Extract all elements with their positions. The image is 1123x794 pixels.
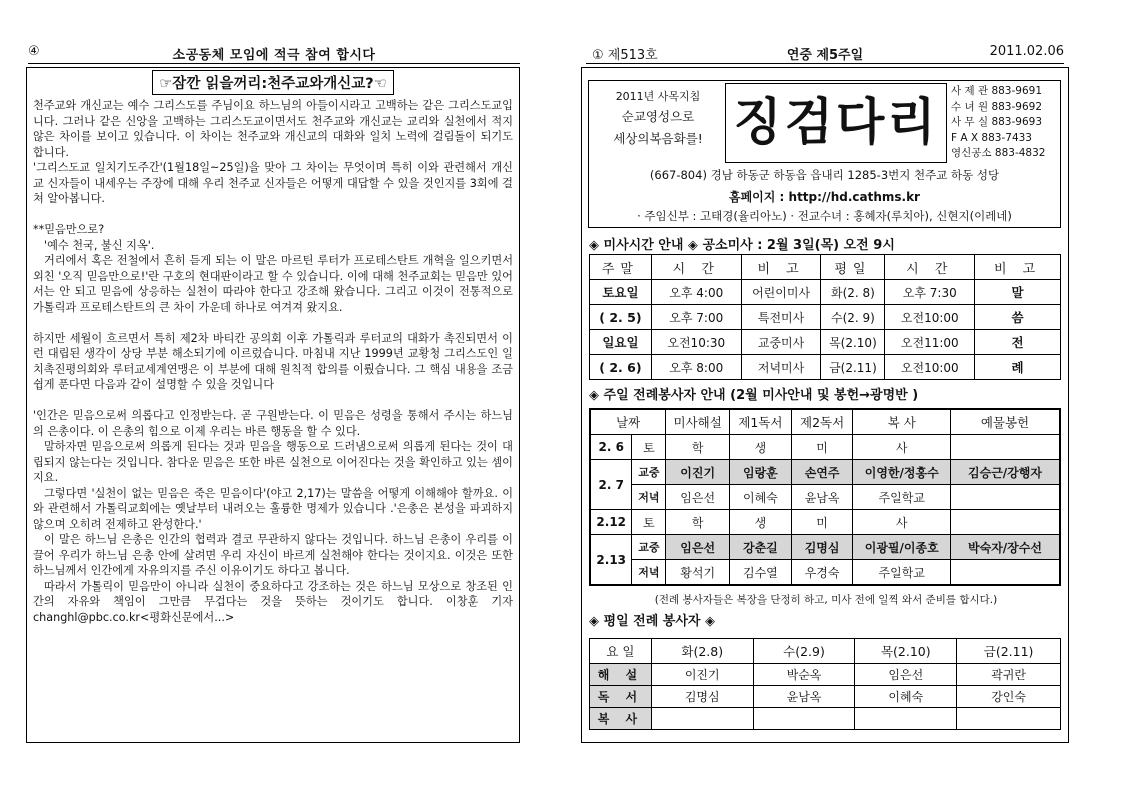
weekday-cell: 이진기 — [651, 664, 753, 686]
servers-day: 토 — [632, 435, 666, 460]
servers-cell: 사 — [853, 510, 951, 535]
weekday-note: 전 — [975, 330, 1061, 355]
weekday-time: 오전10:00 — [885, 305, 975, 330]
bulletin-logo: 징검다리 — [725, 83, 947, 163]
servers-cell: 미 — [791, 435, 853, 460]
weekday-time: 오후 7:30 — [885, 280, 975, 305]
mass-header-row — [590, 255, 1061, 280]
mass-time: 오후 7:00 — [651, 305, 741, 330]
phone-list — [951, 84, 1057, 162]
article-paragraph: 그렇다면 '실천이 없는 믿음은 죽은 믿음이다'(야고 2,17)는 말씀을 어떻게 이해해야 할까요. 이와 관련해서 가톨릭교회에는 옛날부터 내려오는 훌륭한 명제가 있습니다 .'은총은 본성을 파괴하지 않으며 오히려 전제하고 완성한다.' — [33, 486, 513, 531]
weekday-cell: 이혜숙 — [855, 686, 957, 708]
left-page-header — [28, 44, 520, 62]
servers-header-row — [590, 409, 1060, 435]
servers-cell — [950, 485, 1060, 510]
mass-row — [590, 305, 1061, 330]
servers-cell: 김승근/강행자 — [950, 460, 1060, 485]
motto-year: 2011년 사목지침 — [615, 90, 701, 103]
weekday-cell — [753, 708, 855, 730]
article-paragraph: 말하자면 믿음으로써 의롭게 된다는 것과 믿음을 행동으로 드러냄으로써 의롭게 된다는 것이 대립되지 않는다는 것입니다. 참다운 믿음은 또한 바른 실천으로 이어진다는 것을 확인하고 있는 셈이지요. — [33, 440, 513, 484]
paragraph-gap — [33, 207, 513, 223]
weekday-servers-heading: ◈ 평일 전례 봉사자 ◈ — [589, 614, 716, 629]
servers-cell: 이혜숙 — [730, 485, 792, 510]
pastoral-motto — [595, 87, 721, 163]
servers-header-cell: 날짜 — [590, 409, 666, 435]
article-paragraph: 따라서 가톨릭이 믿음만이 아니라 실천이 중요하다고 강조하는 것은 하느님 모상으로 창조된 인간의 자유와 책임이 그만큼 무겁다는 것을 뜻하는 것이기도 합니다. 이창훈 기자changhl@pbc.co.kr<평화신문에서...> — [33, 579, 513, 624]
article-paragraph: '인간은 믿음으로써 의롭다고 인정받는다. 곧 구원받는다. 이 믿음은 성령을 통해서 주시는 하느님의 은총이다. 이 은총의 힘으로 이제 우리는 바른 행동을 할 수 있다. — [33, 409, 513, 438]
left-page-number: ④ — [28, 44, 40, 59]
weekday-row — [590, 664, 1061, 686]
servers-mass-label: 저녁 — [632, 485, 666, 510]
servers-cell: 생 — [730, 510, 792, 535]
masthead — [588, 80, 1061, 228]
mass-note: 특전미사 — [741, 305, 821, 330]
servers-header-cell: 미사해설 — [666, 409, 730, 435]
right-header-rule — [586, 63, 1064, 64]
weekday-header-cell: 수(2.9) — [753, 639, 855, 664]
mass-header-cell: 평일 — [821, 255, 885, 280]
issue-label: 제513호 — [607, 48, 658, 63]
servers-cell: 임은선 — [666, 485, 730, 510]
phone-item: 사 무 실 883-9693 — [951, 116, 1042, 128]
weekday-time: 오전11:00 — [885, 330, 975, 355]
servers-cell: 이광필/이종호 — [853, 535, 951, 560]
servers-header-cell: 제1독서 — [730, 409, 792, 435]
weekday-role: 복 사 — [590, 708, 652, 730]
weekday-cell: 박순옥 — [753, 664, 855, 686]
liturgical-week: 연중 제5주일 — [786, 48, 864, 63]
weekday-cell — [957, 708, 1061, 730]
motto-line-1: 순교영성으로 — [621, 109, 695, 124]
servers-row — [590, 510, 1060, 535]
mass-row — [590, 330, 1061, 355]
article-quote: '예수 천국, 불신 지옥'. — [44, 238, 155, 252]
mass-schedule-table — [589, 254, 1061, 380]
weekday-header-cell: 요 일 — [590, 639, 652, 664]
mass-header-cell: 시 간 — [885, 255, 975, 280]
article-title-row — [27, 70, 519, 92]
mass-row — [590, 355, 1061, 380]
servers-header-cell: 예물봉헌 — [950, 409, 1060, 435]
weekday-cell: 윤남옥 — [753, 686, 855, 708]
weekday-cell: 임은선 — [855, 664, 957, 686]
weekday-cell: 김명심 — [651, 686, 753, 708]
mass-time: 오후 4:00 — [651, 280, 741, 305]
servers-cell: 사 — [853, 435, 951, 460]
servers-row — [590, 435, 1060, 460]
right-page-header — [586, 44, 1064, 62]
weekday-note: 례 — [975, 355, 1061, 380]
weekday-cell: 곽귀란 — [957, 664, 1061, 686]
right-page-number: ① — [592, 48, 604, 63]
mass-day: ( 2. 6) — [590, 355, 652, 380]
servers-cell — [950, 510, 1060, 535]
weekday-header-cell: 금(2.11) — [957, 639, 1061, 664]
servers-cell: 우경숙 — [791, 560, 853, 586]
servers-cell — [950, 560, 1060, 586]
mass-note: 교중미사 — [741, 330, 821, 355]
mass-day: 토요일 — [590, 280, 652, 305]
article-paragraph: 하지만 세월이 흐르면서 특히 제2차 바티칸 공의회 이후 가톨릭과 루터교의 대화가 촉진되면서 이런 대립된 생각이 상당 부분 해소되기에 이르렀습니다. 마침내 지난 1999년 교황청 그리스도인 일치촉진평의회와 루터교세계연맹은 이 부분에 대해 원칙적 합의를 이뤘습니다. 그 핵심 내용을 조금 쉽게 푼다면 다음과 같이 설명할 수 있을 것입니다 — [33, 331, 513, 391]
left-header-title: 소공동체 모임에 적극 참여 합시다 — [172, 48, 376, 63]
weekday-date: 금(2.11) — [821, 355, 885, 380]
servers-date: 2. 7 — [590, 460, 632, 510]
weekday-note: 씀 — [975, 305, 1061, 330]
article-paragraph: 천주교와 개신교는 예수 그리스도를 주님이요 하느님의 아들이시라고 고백하는 같은 그리스도교입니다. 그러나 같은 신앙을 고백하는 그리스도교이면서도 천주교와 개신교는 교리와 실천에서 적지 않은 차이를 보이고 있습니다. 이 차이는 천주교와 개신교의 대화와 일치 노력에 걸림돌이 되기도 합니다. — [33, 99, 513, 159]
servers-cell: 윤남옥 — [791, 485, 853, 510]
servers-mass-label: 교중 — [632, 535, 666, 560]
servers-cell: 김수열 — [730, 560, 792, 586]
article-box — [26, 67, 520, 743]
servers-table — [589, 408, 1061, 586]
servers-cell: 이진기 — [666, 460, 730, 485]
parish-address: (667-804) 경남 하동군 하동읍 읍내리 1285-3번지 천주교 하동 성당 — [649, 168, 1000, 182]
weekday-note: 말 — [975, 280, 1061, 305]
servers-cell: 임은선 — [666, 535, 730, 560]
servers-header-cell: 제2독서 — [791, 409, 853, 435]
servers-cell: 이영한/정홍수 — [853, 460, 951, 485]
article-paragraph: '그리스도교 일치기도주간'(1월18일~25일)을 맞아 그 차이는 무엇이며 특히 이와 관련해서 개신교 신자들이 내세우는 주장에 대해 우리 천주교 신자들은 어떻게 대답할 수 있을 것인지를 3회에 걸쳐 알아봅니다. — [33, 161, 513, 205]
paragraph-gap — [33, 393, 513, 409]
weekday-cell — [651, 708, 753, 730]
weekday-header-row — [590, 639, 1061, 664]
mass-header-cell: 비 고 — [975, 255, 1061, 280]
mass-note: 저녁미사 — [741, 355, 821, 380]
weekday-header-cell: 목(2.10) — [855, 639, 957, 664]
weekday-date: 목(2.10) — [821, 330, 885, 355]
mass-schedule-heading: ◈ 미사시간 안내 ◈ 공소미사 : 2월 3일(목) 오전 9시 — [589, 238, 895, 253]
weekday-time: 오전10:00 — [885, 355, 975, 380]
servers-row — [590, 460, 1060, 485]
weekday-servers-table — [589, 638, 1061, 730]
servers-cell — [950, 435, 1060, 460]
weekday-header-cell: 화(2.8) — [651, 639, 753, 664]
parish-staff: · 주임신부 : 고태경(율리아노) · 전교수녀 : 홍혜자(루치아), 신현지(이레네) — [637, 209, 1012, 223]
servers-mass-label: 저녁 — [632, 560, 666, 586]
article-body — [33, 98, 513, 625]
servers-heading: ◈ 주일 전례봉사자 안내 (2월 미사안내 및 봉헌→광명반 ) — [589, 388, 919, 403]
article-paragraph: 거리에서 혹은 전철에서 흔히 듣게 되는 이 말은 마르틴 루터가 프로테스탄트 개혁을 일으키면서 외친 '오직 믿음만으로!'란 구호의 현대판이라고 할 수 있습니다. 이에 대해 천주교회는 믿음만 있어서는 안 되고 믿음에 상응하는 실천이 따라야 한다고 강조해 왔습니다. 그리고 이것이 전통적으로 가톨릭과 프로테스탄트의 큰 차이 가운데 하나로 여겨져 왔지요. — [33, 254, 513, 314]
servers-cell: 학 — [666, 435, 730, 460]
servers-cell: 주일학교 — [853, 485, 951, 510]
phone-item: 사 제 관 883-9691 — [951, 85, 1042, 97]
mass-row — [590, 280, 1061, 305]
paragraph-gap — [33, 315, 513, 331]
article-paragraph: 이 말은 하느님 은총은 인간의 협력과 결코 무관하지 않다는 것입니다. 하느님 은총이 우리를 이끌어 우리가 하느님 은총 안에 살려면 우리 자신이 바르게 실천해야 한다는 것이지요. 이것은 또한 하느님께서 인간에게 자유의지를 주신 이유이기도 하다고 봅니다. — [33, 533, 513, 577]
homepage-link[interactable]: 홈페이지 : http://hd.cathms.kr — [729, 190, 920, 204]
servers-date: 2.12 — [590, 510, 632, 535]
servers-cell: 미 — [791, 510, 853, 535]
motto-line-2: 세상의복음화를! — [613, 131, 703, 146]
servers-row — [590, 485, 1060, 510]
servers-cell: 강춘길 — [730, 535, 792, 560]
weekday-date: 화(2. 8) — [821, 280, 885, 305]
left-header-rule — [28, 63, 520, 64]
weekday-row — [590, 686, 1061, 708]
servers-mass-label: 교중 — [632, 460, 666, 485]
servers-header-cell: 복 사 — [853, 409, 951, 435]
servers-day: 토 — [632, 510, 666, 535]
mass-header-cell: 비 고 — [741, 255, 821, 280]
mass-header-cell: 시 간 — [651, 255, 741, 280]
servers-date: 2.13 — [590, 535, 632, 586]
weekday-row — [590, 708, 1061, 730]
phone-item: 수 녀 원 883-9692 — [951, 100, 1042, 113]
issue-date: 2011.02.06 — [989, 44, 1064, 59]
weekday-role: 해 설 — [590, 664, 652, 686]
weekday-cell — [855, 708, 957, 730]
mass-note: 어린이미사 — [741, 280, 821, 305]
servers-cell: 김명심 — [791, 535, 853, 560]
servers-cell: 주일학교 — [853, 560, 951, 586]
mass-header-cell: 주말 — [590, 255, 652, 280]
article-title: ☞잠깐 읽을꺼리:천주교와개신교?☜ — [152, 70, 393, 95]
phone-item: F A X 883-7433 — [951, 131, 1032, 144]
article-subheading: **믿음만으로? — [33, 223, 105, 236]
servers-cell: 학 — [666, 510, 730, 535]
weekday-date: 수(2. 9) — [821, 305, 885, 330]
mass-day: ( 2. 5) — [590, 305, 652, 330]
mass-day: 일요일 — [590, 330, 652, 355]
servers-date: 2. 6 — [590, 435, 632, 460]
phone-item: 영신공소 883-4832 — [951, 147, 1046, 159]
mass-time: 오후 8:00 — [651, 355, 741, 380]
weekday-role: 독 서 — [590, 686, 652, 708]
servers-row — [590, 535, 1060, 560]
servers-cell: 황석기 — [666, 560, 730, 586]
servers-cell: 임랑훈 — [730, 460, 792, 485]
servers-cell: 박숙자/장수선 — [950, 535, 1060, 560]
mass-time: 오전10:30 — [651, 330, 741, 355]
servers-cell: 손연주 — [791, 460, 853, 485]
weekday-cell: 강인숙 — [957, 686, 1061, 708]
servers-cell: 생 — [730, 435, 792, 460]
servers-row — [590, 560, 1060, 586]
servers-note: (전례 봉사자들은 복장을 단정히 하고, 미사 전에 일찍 와서 준비를 합시다.) — [654, 594, 998, 606]
